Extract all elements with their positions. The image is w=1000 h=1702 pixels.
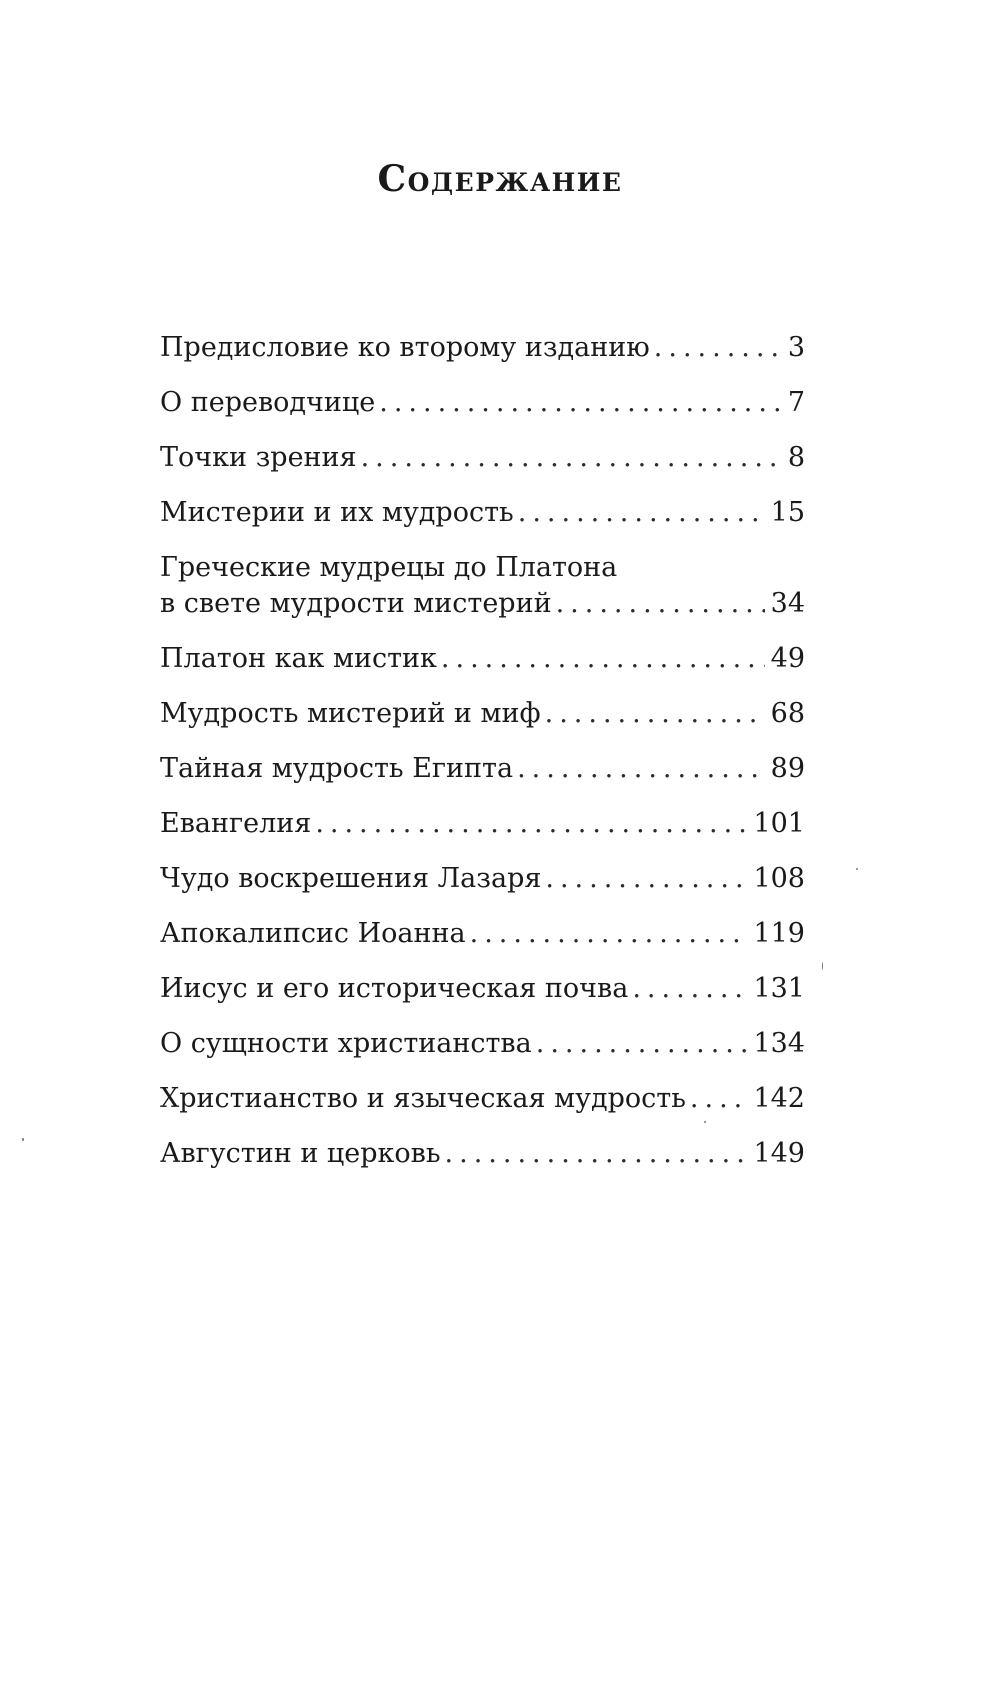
toc-entry-page: 89: [770, 753, 805, 784]
toc-entry-page: 149: [753, 1138, 805, 1169]
toc-entry-title: Тайная мудрость Египта: [160, 753, 514, 784]
dot-leader: [654, 330, 782, 366]
dot-leader: [545, 696, 765, 732]
toc-entry-page: 108: [753, 863, 805, 894]
toc-entry-title: Платон как мистик: [160, 643, 437, 674]
toc-entry-title-line1: Греческие мудрецы до Платона: [160, 552, 618, 583]
toc-entry-page: 131: [753, 973, 805, 1004]
toc-entry-page: 142: [753, 1083, 805, 1114]
dot-leader: [536, 1026, 748, 1062]
toc-entry-page: 49: [770, 643, 805, 674]
toc-entry-page: 8: [787, 442, 805, 473]
toc-entry: [160, 1081, 805, 1117]
toc-entry-page: 34: [770, 588, 805, 619]
toc-entry: [160, 495, 805, 531]
toc-entry-title: Мудрость мистерий и миф: [160, 698, 541, 729]
toc-entry-page: 3: [787, 332, 805, 363]
toc-entry-title: Евангелия: [160, 808, 312, 839]
dot-leader: [441, 641, 765, 677]
toc-entry: [160, 696, 805, 732]
toc-entry: [160, 550, 805, 622]
toc-entry-page: 7: [787, 387, 805, 418]
toc-entry-title: Христианство и языческая мудрость: [160, 1083, 686, 1114]
dot-leader: [545, 861, 747, 897]
dot-leader: [690, 1081, 748, 1117]
toc-entry-title: Иисус и его историческая почва: [160, 973, 629, 1004]
toc-entry: [160, 971, 805, 1007]
toc-entry: [160, 330, 805, 366]
toc-entry-page: 134: [753, 1028, 805, 1059]
dot-leader: [315, 806, 747, 842]
dot-leader: [361, 440, 782, 476]
toc-entry: [160, 440, 805, 476]
scan-speck: [704, 1121, 706, 1123]
toc-entry: [160, 751, 805, 787]
scan-speck: [22, 1138, 24, 1141]
toc-entry: [160, 1136, 805, 1172]
toc-entry-title: Точки зрения: [160, 442, 357, 473]
dot-leader: [518, 495, 765, 531]
page-title: Содержание: [377, 158, 623, 200]
dot-leader: [470, 916, 748, 952]
toc-entry-title: Мистерии и их мудрость: [160, 497, 514, 528]
dot-leader: [556, 586, 765, 622]
toc-entry: [160, 916, 805, 952]
toc-entry-page: 15: [770, 497, 805, 528]
toc-entry-title: в свете мудрости мистерий: [160, 588, 552, 619]
toc-entry: [160, 861, 805, 897]
table-of-contents: [160, 330, 805, 1191]
toc-entry-title: Чудо воскрешения Лазаря: [160, 863, 542, 894]
toc-entry-title: О переводчице: [160, 387, 376, 418]
toc-entry-page: 119: [753, 918, 805, 949]
toc-entry-title: Августин и церковь: [160, 1138, 441, 1169]
toc-entry-page: 68: [770, 698, 805, 729]
toc-entry: [160, 641, 805, 677]
dot-leader: [632, 971, 747, 1007]
scan-speck: [856, 868, 858, 870]
toc-entry: [160, 385, 805, 421]
dot-leader: [517, 751, 765, 787]
toc-entry-page: 101: [753, 808, 805, 839]
dot-leader: [445, 1136, 748, 1172]
dot-leader: [379, 385, 782, 421]
toc-entry-title: О сущности христианства: [160, 1028, 532, 1059]
toc-entry-title: Апокалипсис Иоанна: [160, 918, 466, 949]
toc-entry: [160, 806, 805, 842]
toc-entry-title: Предисловие ко второму изданию: [160, 332, 650, 363]
toc-entry: [160, 1026, 805, 1062]
scan-speck: [822, 962, 823, 970]
